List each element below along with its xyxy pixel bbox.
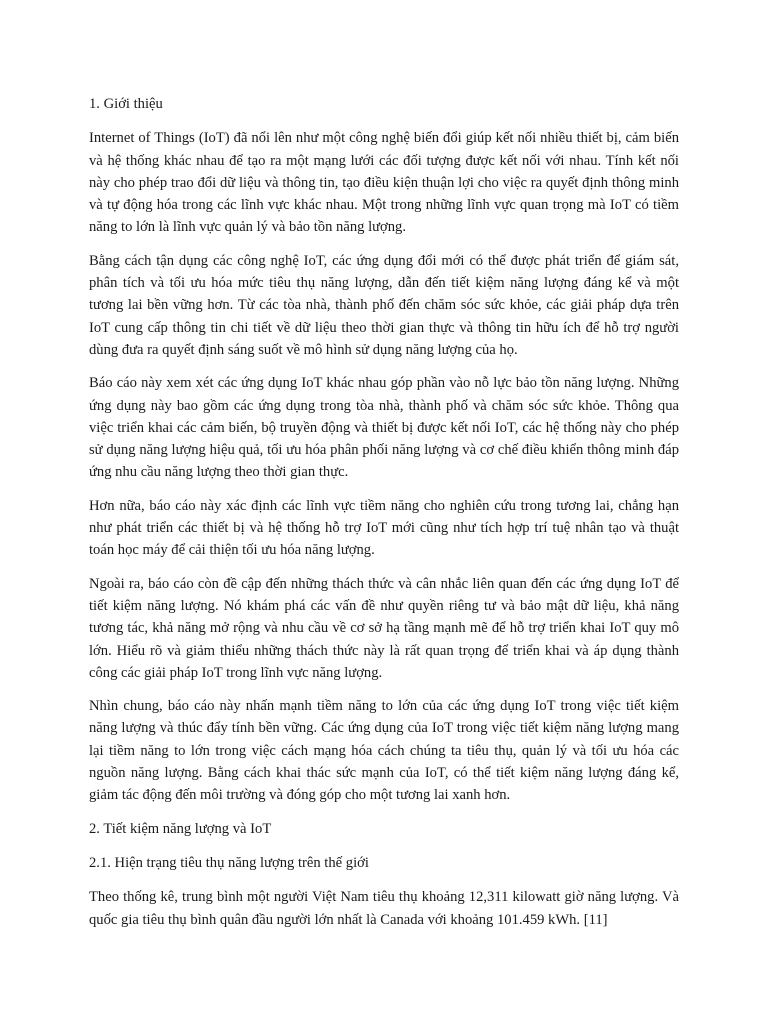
section-1-paragraph-2: Bằng cách tận dụng các công nghệ IoT, các ứng dụng đổi mới có thể được phát triển để giám sát, phân tích và tối ưu hóa mức tiêu thụ năng lượng, dẫn đến tiết kiệm năng lượng đáng kể và một tương lai bền vững hơn. Từ các tòa nhà, thành phố đến chăm sóc sức khỏe, các giải pháp dựa trên IoT cung cấp thông tin chi tiết về dữ liệu theo thời gian thực và thông tin hữu ích để hỗ trợ người dùng đưa ra quyết định sáng suốt về mô hình sử dụng năng lượng của họ. <box>89 252 679 358</box>
section-1-paragraph-6: Nhìn chung, báo cáo này nhấn mạnh tiềm năng to lớn của các ứng dụng IoT trong việc tiết kiệm năng lượng và thúc đẩy tính bền vững. Các ứng dụng của IoT trong việc tiết kiệm năng lượng mang lại tiềm năng to lớn trong việc cách mạng hóa cách chúng ta tiêu thụ, quản lý và tối ưu hóa các nguồn năng lượng. Bằng cách khai thác sức mạnh của IoT, có thể tiết kiệm năng lượng đáng kể, giảm tác động đến môi trường và đóng góp cho một tương lai xanh hơn. <box>89 698 679 804</box>
section-1-paragraph-4: Hơn nữa, báo cáo này xác định các lĩnh vực tiềm năng cho nghiên cứu trong tương lai, chẳng hạn như phát triển các thiết bị và hệ thống hỗ trợ IoT mới cũng như tích hợp trí tuệ nhân tạo và thuật toán học máy để cải thiện tối ưu hóa năng lượng. <box>89 497 679 559</box>
section-1-paragraph-3: Báo cáo này xem xét các ứng dụng IoT khác nhau góp phần vào nỗ lực bảo tồn năng lượng. Những ứng dụng này bao gồm các ứng dụng trong tòa nhà, thành phố và chăm sóc sức khỏe. Thông qua việc triển khai các cảm biến, bộ truyền động và thiết bị được kết nối IoT, các hệ thống này cho phép sử dụng năng lượng hiệu quả, tối ưu hóa phân phối năng lượng và cơ chế điều khiển thông minh đáp ứng nhu cầu năng lượng theo thời gian thực. <box>89 375 679 481</box>
section-1-heading: 1. Giới thiệu <box>89 96 163 112</box>
section-2-1-paragraph-1: Theo thống kê, trung bình một người Việt Nam tiêu thụ khoảng 12,311 kilowatt giờ năng lượng. Và quốc gia tiêu thụ bình quân đầu người lớn nhất là Canada với khoảng 101.459 kWh. [11] <box>89 889 679 928</box>
section-2-1-subheading: 2.1. Hiện trạng tiêu thụ năng lượng trên thế giới <box>89 854 369 871</box>
section-1-paragraph-1: Internet of Things (IoT) đã nổi lên như một công nghệ biến đổi giúp kết nối nhiều thiết bị, cảm biến và hệ thống khác nhau để tạo ra một mạng lưới các đối tượng được kết nối với nhau. Tính kết nối này cho phép trao đổi dữ liệu và thông tin, tạo điều kiện thuận lợi cho việc ra quyết định thông minh và tự động hóa trong các lĩnh vực khác nhau. Một trong những lĩnh vực quan trọng mà IoT có tiềm năng to lớn là lĩnh vực quản lý và bảo tồn năng lượng. <box>89 130 679 236</box>
section-2-heading: 2. Tiết kiệm năng lượng và IoT <box>89 820 272 837</box>
section-1-paragraph-5: Ngoài ra, báo cáo còn đề cập đến những thách thức và cân nhắc liên quan đến các ứng dụng IoT để tiết kiệm năng lượng. Nó khám phá các vấn đề như quyền riêng tư và bảo mật dữ liệu, khả năng tương tác, khả năng mở rộng và nhu cầu về cơ sở hạ tầng mạnh mẽ để hỗ trợ triển khai IoT quy mô lớn. Hiểu rõ và giảm thiểu những thách thức này là rất quan trọng để triển khai và áp dụng thành công các giải pháp IoT trong lĩnh vực năng lượng. <box>89 575 679 681</box>
